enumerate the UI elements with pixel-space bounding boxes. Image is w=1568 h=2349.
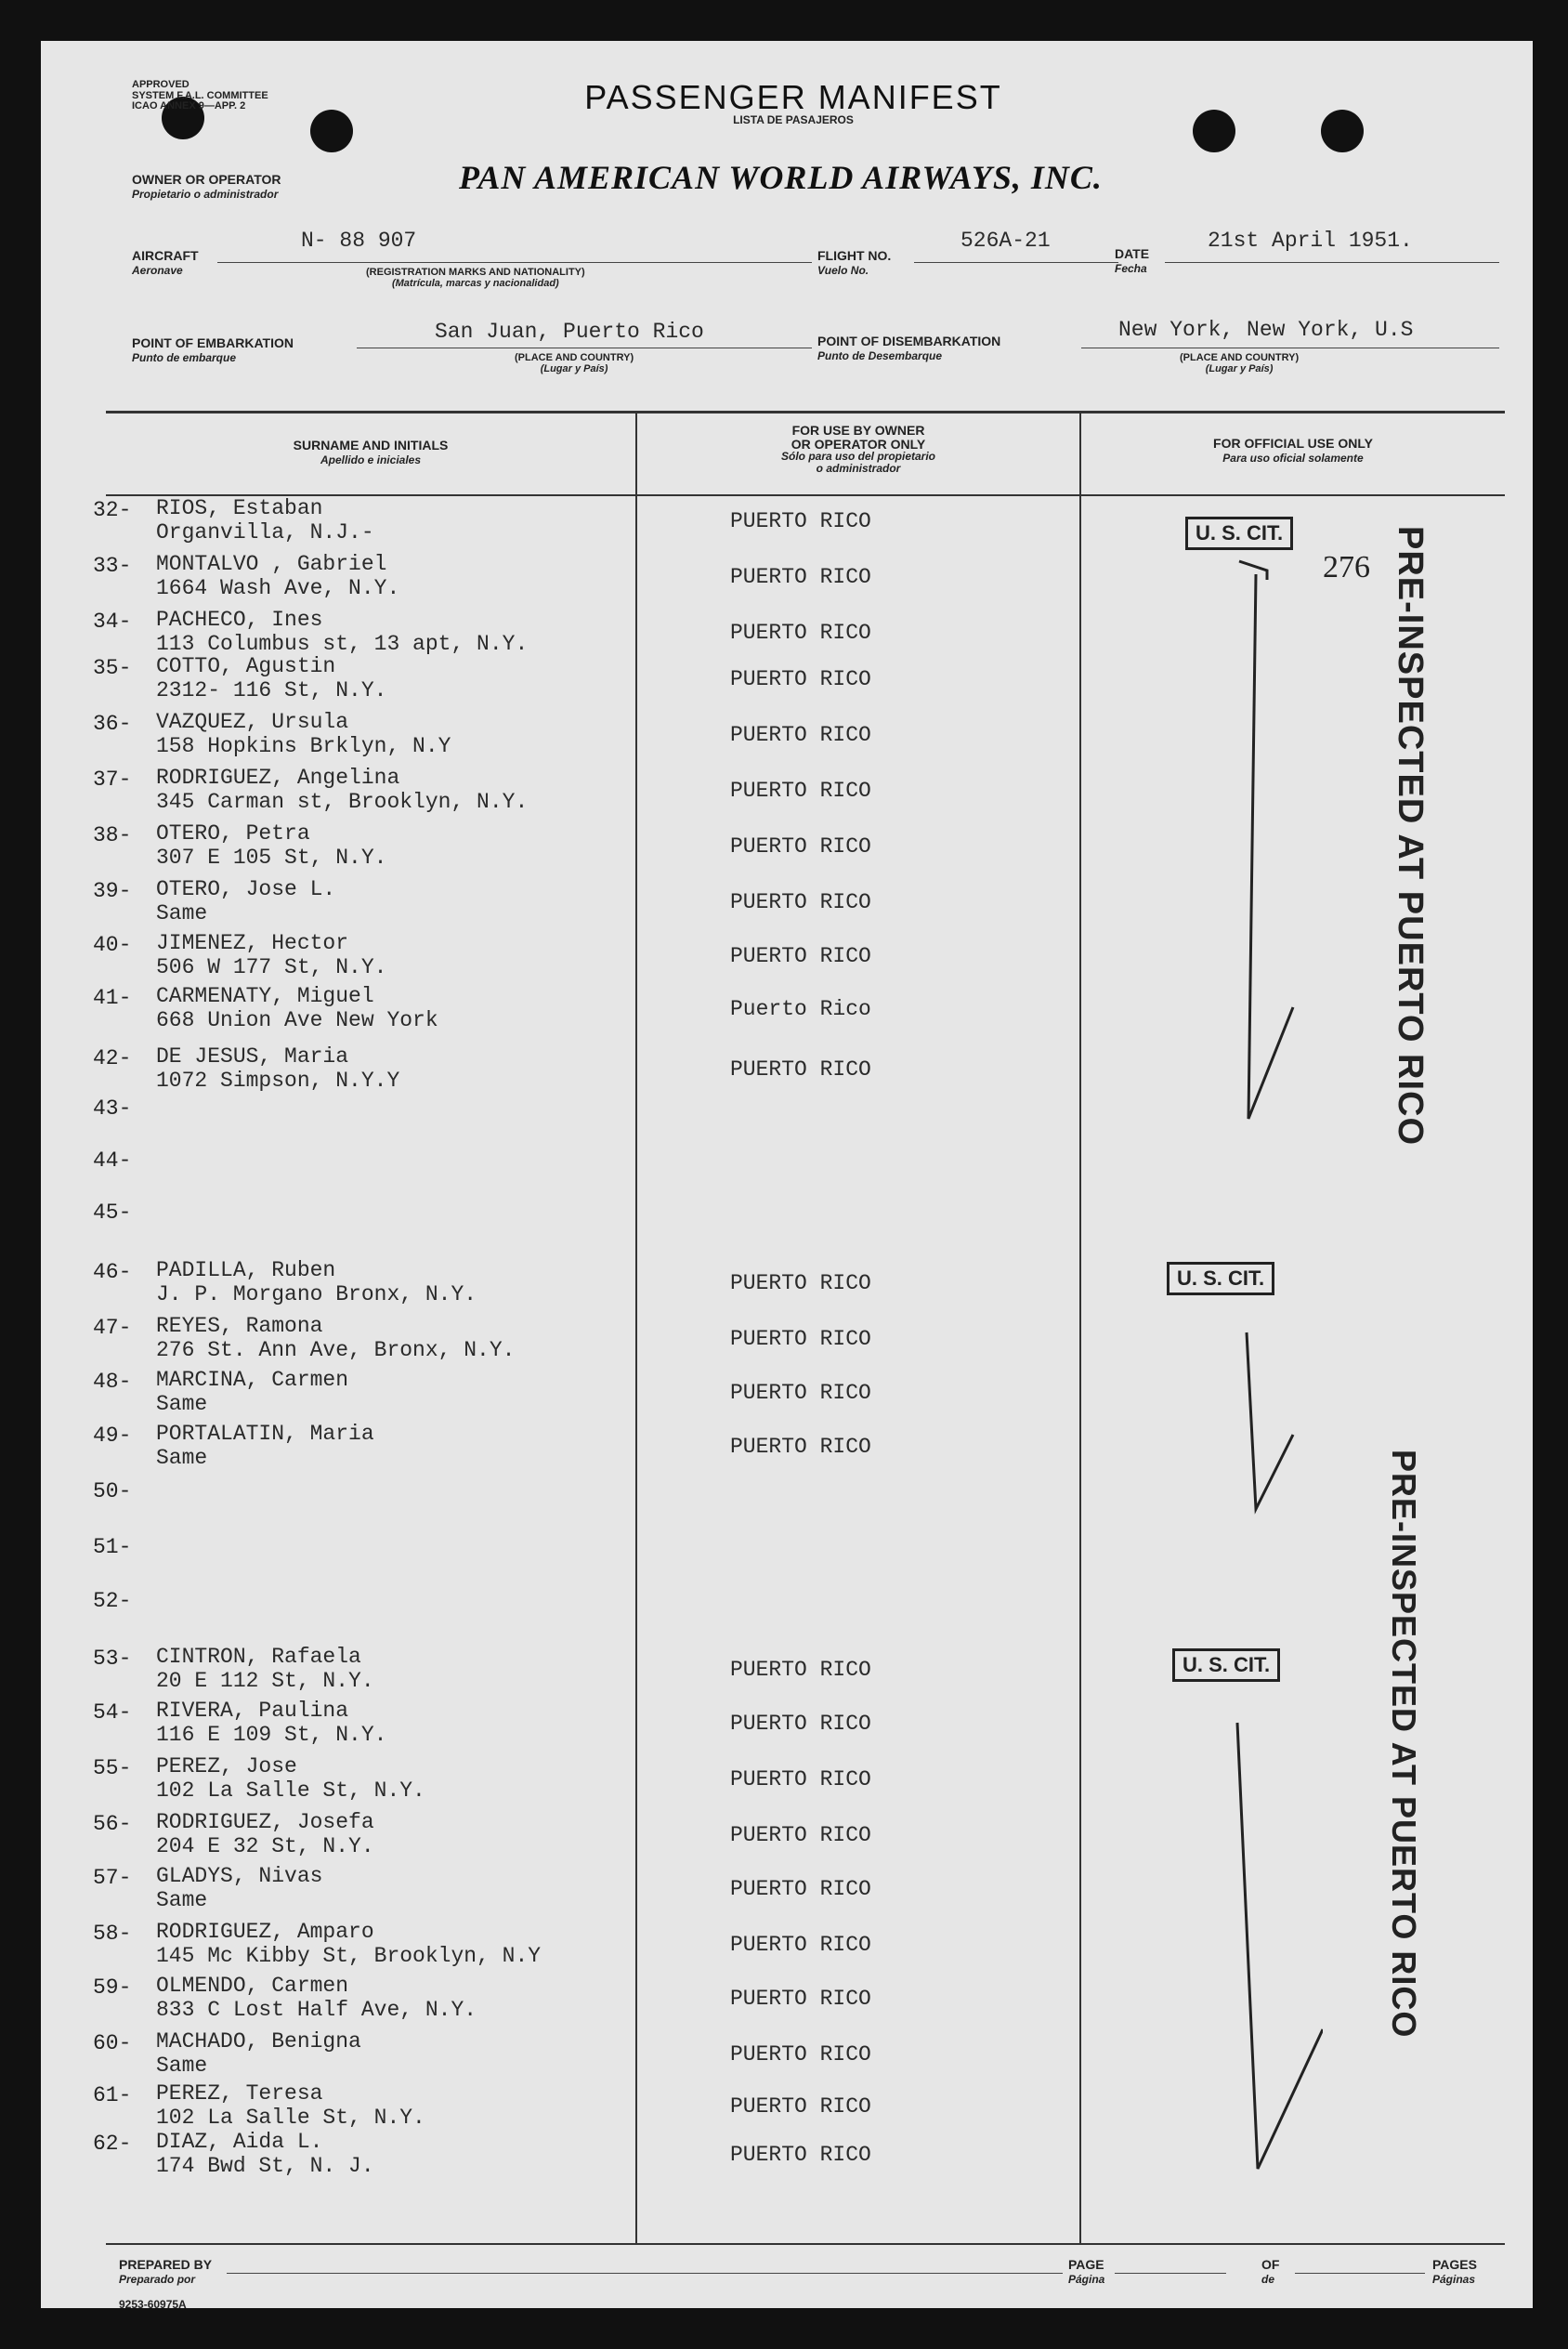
row-number: 40-: [93, 933, 132, 957]
passenger-origin: PUERTO RICO: [730, 1327, 871, 1351]
underline: [217, 262, 812, 263]
row-number: 42-: [93, 1046, 132, 1070]
page-label-es: Página: [1068, 2272, 1105, 2286]
passenger-name: PEREZ, Jose: [156, 1754, 297, 1778]
passenger-name: RIVERA, Paulina: [156, 1699, 349, 1723]
row-number: 46-: [93, 1260, 132, 1284]
passenger-name: PACHECO, Ines: [156, 608, 323, 632]
title-block: [561, 78, 1026, 126]
row-number: 55-: [93, 1756, 132, 1780]
flight-label-es: Vuelo No.: [817, 263, 869, 277]
passenger-origin: PUERTO RICO: [730, 509, 871, 533]
prepared-by-es: Preparado por: [119, 2272, 196, 2286]
passenger-name: GLADYS, Nivas: [156, 1864, 323, 1888]
place-note-es: (Lugar y País): [540, 362, 608, 374]
passenger-name: DIAZ, Aida L.: [156, 2130, 323, 2154]
passenger-name: JIMENEZ, Hector: [156, 931, 349, 955]
owner-label-es: Propietario o administrador: [132, 187, 279, 201]
form-code: 9253-60975A: [119, 2298, 187, 2311]
approved-block: [132, 80, 268, 112]
passenger-address: Same: [156, 901, 208, 925]
column-header-es: Apellido e iniciales: [320, 453, 422, 466]
row-number: 37-: [93, 768, 132, 792]
passenger-origin: PUERTO RICO: [730, 1987, 871, 2011]
page-title: PASSENGER MANIFEST: [584, 78, 1002, 116]
passenger-origin: PUERTO RICO: [730, 2143, 871, 2167]
row-number: 34-: [93, 610, 132, 634]
official-number: 276: [1323, 550, 1370, 584]
passenger-name: MONTALVO , Gabriel: [156, 552, 387, 576]
column-header-es: Sólo para uso del propietario: [780, 450, 936, 464]
row-number: 32-: [93, 498, 132, 522]
passenger-origin: PUERTO RICO: [730, 890, 871, 914]
date-label: [1115, 247, 1149, 274]
passenger-address: 307 E 105 St, N.Y.: [156, 846, 387, 870]
passenger-name: MACHADO, Benigna: [156, 2029, 361, 2054]
manifest-page: [41, 41, 1533, 2311]
passenger-origin: PUERTO RICO: [730, 1877, 871, 1901]
passenger-origin: PUERTO RICO: [730, 2042, 871, 2067]
passenger-name: RODRIGUEZ, Josefa: [156, 1810, 374, 1834]
embarkation-value: San Juan, Puerto Rico: [435, 320, 704, 344]
aircraft-label-es: Aeronave: [132, 263, 183, 277]
underline: [1115, 2273, 1226, 2274]
column-header-owner-use: [637, 424, 1079, 475]
passenger-origin: PUERTO RICO: [730, 834, 871, 859]
passenger-origin: PUERTO RICO: [730, 723, 871, 747]
passenger-origin: PUERTO RICO: [730, 1933, 871, 1957]
passenger-origin: PUERTO RICO: [730, 1271, 871, 1295]
flight-label: [817, 249, 891, 276]
row-number: 38-: [93, 823, 132, 847]
punch-hole-icon: [1321, 110, 1364, 152]
passenger-name: OTERO, Jose L.: [156, 877, 336, 901]
passenger-address: 833 C Lost Half Ave, N.Y.: [156, 1998, 477, 2022]
embarkation-label-es: Punto de embarque: [132, 350, 237, 364]
row-number: 56-: [93, 1812, 132, 1836]
passenger-address: 506 W 177 St, N.Y.: [156, 955, 387, 979]
row-number: 36-: [93, 712, 132, 736]
row-number: 43-: [93, 1096, 132, 1121]
of-label-es: de: [1261, 2272, 1275, 2286]
row-number: 48-: [93, 1370, 132, 1394]
preinspected-stamp: PRE-INSPECTED AT PUERTO RICO: [1385, 1450, 1423, 2039]
aircraft-value: N- 88 907: [301, 229, 417, 253]
passenger-name: PORTALATIN, Maria: [156, 1422, 374, 1446]
passenger-address: Same: [156, 1446, 208, 1470]
underline: [227, 2273, 1063, 2274]
passenger-name: REYES, Ramona: [156, 1314, 323, 1338]
disembarkation-label-es: Punto de Desembarque: [817, 348, 943, 362]
column-header-text: OR OPERATOR ONLY: [791, 436, 926, 452]
passenger-name: RODRIGUEZ, Angelina: [156, 766, 400, 790]
column-header-surname: [106, 439, 635, 466]
row-number: 57-: [93, 1866, 132, 1890]
passenger-address: 668 Union Ave New York: [156, 1008, 438, 1032]
row-number: 44-: [93, 1148, 132, 1173]
passenger-name: PADILLA, Ruben: [156, 1258, 336, 1282]
owner-label-text: OWNER OR OPERATOR: [132, 172, 281, 187]
of-label-text: OF: [1261, 2257, 1280, 2272]
prepared-by-text: PREPARED BY: [119, 2257, 213, 2272]
passenger-origin: PUERTO RICO: [730, 1712, 871, 1736]
row-number: 62-: [93, 2132, 132, 2156]
place-note-text: (PLACE AND COUNTRY): [515, 352, 634, 363]
row-number: 60-: [93, 2031, 132, 2055]
place-note-es: (Lugar y País): [1205, 362, 1274, 374]
passenger-name: PEREZ, Teresa: [156, 2081, 323, 2106]
row-number: 52-: [93, 1589, 132, 1613]
passenger-address: 116 E 109 St, N.Y.: [156, 1723, 387, 1747]
row-number: 58-: [93, 1922, 132, 1946]
passenger-address: Organvilla, N.J.-: [156, 520, 374, 545]
passenger-address: 1664 Wash Ave, N.Y.: [156, 576, 400, 600]
pages-label-text: PAGES: [1432, 2257, 1477, 2272]
underline: [914, 262, 1118, 263]
passenger-address: 204 E 32 St, N.Y.: [156, 1834, 374, 1858]
us-citizen-stamp: U. S. CIT.: [1172, 1648, 1280, 1682]
aircraft-label-text: AIRCRAFT: [132, 248, 199, 263]
passenger-address: Same: [156, 1888, 208, 1912]
embarkation-label: [132, 336, 294, 363]
row-number: 39-: [93, 879, 132, 903]
row-number: 35-: [93, 656, 132, 680]
date-value: 21st April 1951.: [1208, 229, 1413, 253]
passenger-address: 158 Hopkins Brklyn, N.Y: [156, 734, 451, 758]
passenger-name: OLMENDO, Carmen: [156, 1974, 349, 1998]
date-label-es: Fecha: [1115, 261, 1147, 275]
column-header-official: [1081, 437, 1505, 464]
passenger-origin: PUERTO RICO: [730, 1435, 871, 1459]
passenger-name: MARCINA, Carmen: [156, 1368, 349, 1392]
registration-note-es: (Matrícula, marcas y nacionalidad): [391, 277, 559, 289]
row-number: 61-: [93, 2083, 132, 2107]
place-note-text: (PLACE AND COUNTRY): [1180, 352, 1300, 363]
date-label-text: DATE: [1115, 246, 1150, 261]
registration-note: [366, 268, 585, 289]
passenger-origin: PUERTO RICO: [730, 1658, 871, 1682]
passenger-origin: PUERTO RICO: [730, 1767, 871, 1791]
column-divider: [1079, 413, 1081, 2243]
passenger-address: 20 E 112 St, N.Y.: [156, 1669, 374, 1693]
passenger-address: Same: [156, 2054, 208, 2078]
column-header-es: Para uso oficial solamente: [1222, 451, 1364, 465]
of-label: [1261, 2258, 1279, 2285]
flight-label-text: FLIGHT NO.: [817, 248, 892, 263]
approved-text: APPROVED: [132, 79, 189, 90]
row-number: 50-: [93, 1479, 132, 1503]
passenger-name: OTERO, Petra: [156, 821, 310, 846]
row-number: 54-: [93, 1700, 132, 1725]
disembarkation-value: New York, New York, U.S: [1118, 318, 1414, 342]
punch-hole-icon: [1193, 110, 1235, 152]
row-number: 41-: [93, 986, 132, 1010]
passenger-name: CINTRON, Rafaela: [156, 1645, 361, 1669]
passenger-address: 276 St. Ann Ave, Bronx, N.Y.: [156, 1338, 516, 1362]
place-note: [515, 353, 634, 374]
prepared-by-label: [119, 2258, 212, 2285]
embarkation-label-text: POINT OF EMBARKATION: [132, 335, 294, 350]
approved-text: ICAO ANNEX 9—APP. 2: [132, 100, 246, 112]
page-subtitle: LISTA DE PASAJEROS: [733, 113, 854, 126]
punch-hole-icon: [310, 110, 353, 152]
us-citizen-stamp: U. S. CIT.: [1185, 517, 1293, 550]
passenger-name: DE JESUS, Maria: [156, 1044, 349, 1069]
passenger-origin: PUERTO RICO: [730, 1381, 871, 1405]
owner-label: [132, 173, 281, 200]
column-header-text: FOR OFFICIAL USE ONLY: [1213, 436, 1373, 451]
row-number: 33-: [93, 554, 132, 578]
passenger-origin: PUERTO RICO: [730, 621, 871, 645]
row-number: 59-: [93, 1975, 132, 2000]
passenger-address: 2312- 116 St, N.Y.: [156, 678, 387, 702]
place-note: [1180, 353, 1299, 374]
passenger-name: VAZQUEZ, Ursula: [156, 710, 349, 734]
passenger-address: 1072 Simpson, N.Y.Y: [156, 1069, 400, 1093]
passenger-origin: PUERTO RICO: [730, 1057, 871, 1082]
passenger-address: 145 Mc Kibby St, Brooklyn, N.Y: [156, 1944, 542, 1968]
passenger-origin: PUERTO RICO: [730, 779, 871, 803]
passenger-name: COTTO, Agustin: [156, 654, 336, 678]
flight-value: 526A-21: [960, 229, 1051, 253]
passenger-origin: PUERTO RICO: [730, 565, 871, 589]
passenger-address: 174 Bwd St, N. J.: [156, 2154, 374, 2178]
page-label: [1068, 2258, 1104, 2285]
row-number: 49-: [93, 1424, 132, 1448]
row-number: 47-: [93, 1316, 132, 1340]
row-number: 45-: [93, 1201, 132, 1225]
approved-text: SYSTEM F.A.L. COMMITTEE: [132, 89, 268, 101]
aircraft-label: [132, 249, 199, 276]
owner-value: PAN AMERICAN WORLD AIRWAYS, INC.: [459, 159, 1103, 196]
passenger-name: CARMENATY, Miguel: [156, 984, 374, 1008]
passenger-address: 102 La Salle St, N.Y.: [156, 1778, 425, 1803]
row-number: 51-: [93, 1535, 132, 1559]
passenger-origin: PUERTO RICO: [730, 667, 871, 691]
passenger-origin: PUERTO RICO: [730, 2094, 871, 2119]
passenger-address: 345 Carman st, Brooklyn, N.Y.: [156, 790, 529, 814]
column-header-text: FOR USE BY OWNER: [791, 423, 925, 438]
row-number: 53-: [93, 1647, 132, 1671]
preinspected-stamp: PRE-INSPECTED AT PUERTO RICO: [1391, 526, 1430, 1147]
page-label-text: PAGE: [1068, 2257, 1104, 2272]
passenger-address: 102 La Salle St, N.Y.: [156, 2106, 425, 2130]
passenger-origin: Puerto Rico: [730, 997, 871, 1021]
underline: [1295, 2273, 1425, 2274]
table-top-border: [106, 411, 1505, 413]
pages-label-es: Páginas: [1432, 2272, 1476, 2286]
passenger-origin: PUERTO RICO: [730, 1823, 871, 1847]
us-citizen-stamp: U. S. CIT.: [1167, 1262, 1274, 1295]
underline: [1165, 262, 1499, 263]
passenger-origin: PUERTO RICO: [730, 944, 871, 968]
passenger-address: J. P. Morgano Bronx, N.Y.: [156, 1282, 477, 1306]
passenger-address: Same: [156, 1392, 208, 1416]
check-mark-icon: [1137, 524, 1323, 2271]
registration-note-text: (REGISTRATION MARKS AND NATIONALITY): [366, 267, 585, 278]
column-divider: [635, 413, 637, 2243]
passenger-address: 113 Columbus st, 13 apt, N.Y.: [156, 632, 529, 656]
column-header-es: o administrador: [816, 461, 901, 475]
column-header-text: SURNAME AND INITIALS: [293, 438, 449, 453]
disembarkation-label-text: POINT OF DISEMBARKATION: [817, 334, 1001, 348]
passenger-name: RODRIGUEZ, Amparo: [156, 1920, 374, 1944]
passenger-name: RIOS, Estaban: [156, 496, 323, 520]
pages-label: [1432, 2258, 1477, 2285]
disembarkation-label: [817, 335, 1000, 361]
